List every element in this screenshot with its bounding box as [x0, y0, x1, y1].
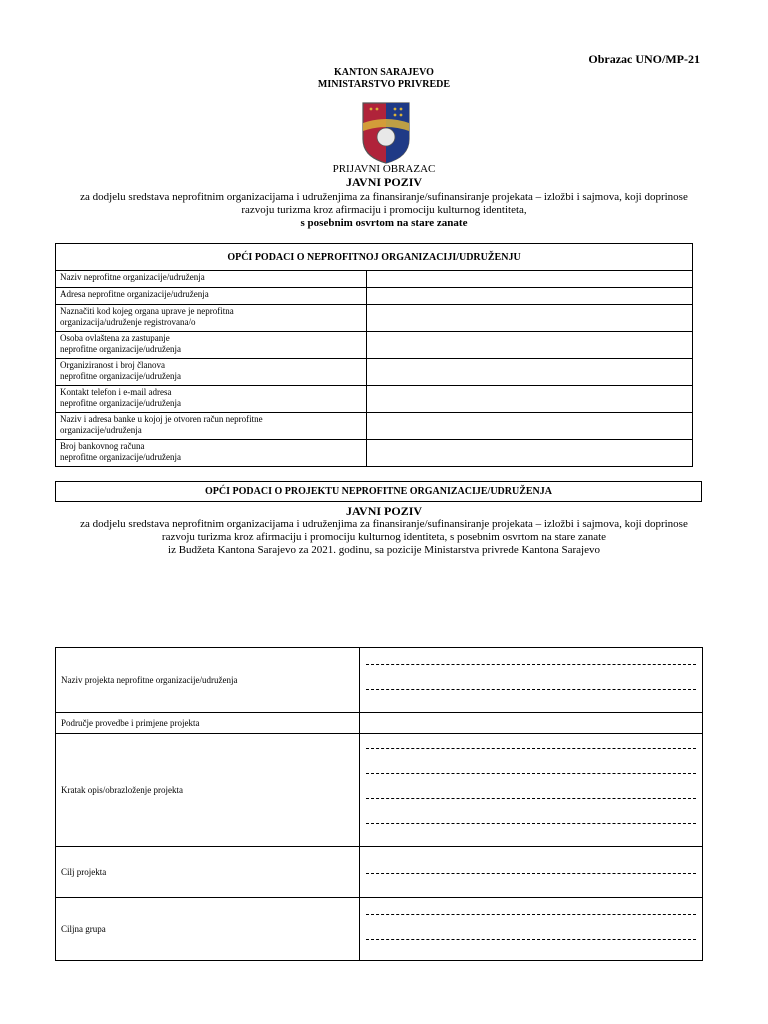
organization-field-value[interactable]	[367, 413, 693, 440]
project-field-label: Područje provedbe i primjene projekta	[56, 713, 360, 734]
dashed-fill-line	[366, 873, 696, 874]
dashed-fill-line	[366, 914, 696, 915]
section-1-title: OPĆI PODACI O NEPROFITNOJ ORGANIZACIJI/UDRUŽENJU	[56, 244, 693, 271]
organization-field-value[interactable]	[367, 386, 693, 413]
label-line: organizacija/udruženje registrovana/o	[60, 317, 196, 327]
form-title: PRIJAVNI OBRAZAC	[332, 163, 436, 175]
project-field-value[interactable]	[360, 713, 703, 734]
section-2-line-2: razvoju turizma kroz afirmaciju i promociju kulturnog identiteta, s posebnim osvrtom na stare zanate	[161, 531, 607, 543]
label-line: Naznačiti kod kojeg organa uprave je neprofitna	[60, 306, 234, 316]
organization-row	[56, 440, 693, 467]
organization-field-value[interactable]	[367, 271, 693, 288]
label-line: neprofitne organizacije/udruženja	[60, 371, 182, 381]
dashed-fill-line	[366, 939, 696, 940]
label-line: Naziv neprofitne organizacije/udruženja	[60, 272, 205, 282]
project-row	[56, 847, 703, 898]
label-line: Adresa neprofitne organizacije/udruženja	[60, 289, 209, 299]
organization-field-label	[56, 440, 367, 467]
label-line: Broj bankovnog računa	[60, 441, 145, 451]
project-field-label: Naziv projekta neprofitne organizacije/udruženja	[56, 648, 360, 713]
project-row	[56, 713, 703, 734]
dashed-fill-line	[366, 823, 696, 824]
label-line: neprofitne organizacije/udruženja	[60, 398, 182, 408]
organization-field-value[interactable]	[367, 332, 693, 359]
project-field-label: Kratak opis/obrazloženje projekta	[56, 734, 360, 847]
organization-row	[56, 359, 693, 386]
organization-field-label	[56, 271, 367, 288]
call-line-3: s posebnim osvrtom na stare zanate	[300, 217, 468, 229]
organization-field-value[interactable]	[367, 440, 693, 467]
project-row	[56, 648, 703, 713]
dashed-fill-line	[366, 798, 696, 799]
project-field-label: Cilj projekta	[56, 847, 360, 898]
ministry-name: MINISTARSTVO PRIVREDE	[317, 79, 451, 90]
coat-of-arms-icon	[361, 101, 411, 165]
organization-field-label	[56, 359, 367, 386]
call-line-2: razvoju turizma kroz afirmaciju i promociju kulturnog identiteta,	[241, 204, 527, 216]
section-2-call-title: JAVNI POZIV	[345, 504, 423, 518]
organization-field-label	[56, 332, 367, 359]
project-row	[56, 898, 703, 961]
organization-field-label	[56, 413, 367, 440]
organization-field-label	[56, 288, 367, 305]
organization-table	[55, 243, 693, 467]
organization-field-label	[56, 386, 367, 413]
canton-name: KANTON SARAJEVO	[334, 67, 434, 78]
section-2-title: OPĆI PODACI O PROJEKTU NEPROFITNE ORGANIZACIJE/UDRUŽENJA	[55, 481, 702, 502]
organization-row	[56, 332, 693, 359]
label-line: Osoba ovlaštena za zastupanje	[60, 333, 170, 343]
label-line: neprofitne organizacije/udruženja	[60, 344, 182, 354]
dashed-fill-line	[366, 664, 696, 665]
call-line-1: za dodjelu sredstava neprofitnim organizacijama i udruženjima za finansiranje/sufinansiranje projekata – izložbi i sajmova, koji doprinose	[80, 191, 688, 203]
dashed-fill-line	[366, 773, 696, 774]
organization-row	[56, 305, 693, 332]
call-title: JAVNI POZIV	[345, 175, 423, 189]
dashed-fill-line	[366, 748, 696, 749]
dashed-fill-line	[366, 689, 696, 690]
project-field-value[interactable]	[360, 648, 703, 713]
label-line: organizacije/udruženja	[60, 425, 142, 435]
project-field-value[interactable]	[360, 898, 703, 961]
organization-field-value[interactable]	[367, 288, 693, 305]
organization-field-value[interactable]	[367, 359, 693, 386]
label-line: Organiziranost i broj članova	[60, 360, 166, 370]
section-2-line-3: iz Budžeta Kantona Sarajevo za 2021. godinu, sa pozicije Ministarstva privrede Kantona Sarajevo	[168, 544, 600, 556]
organization-row	[56, 413, 693, 440]
organization-row	[56, 386, 693, 413]
label-line: Kontakt telefon i e-mail adresa	[60, 387, 172, 397]
project-field-value[interactable]	[360, 847, 703, 898]
label-line: Naziv i adresa banke u kojoj je otvoren račun neprofitne	[60, 414, 263, 424]
project-row	[56, 734, 703, 847]
organization-field-value[interactable]	[367, 305, 693, 332]
organization-field-label	[56, 305, 367, 332]
project-table	[55, 647, 703, 961]
organization-row	[56, 288, 693, 305]
project-field-label: Ciljna grupa	[56, 898, 360, 961]
form-code: Obrazac UNO/MP-21	[588, 52, 700, 66]
label-line: neprofitne organizacije/udruženja	[60, 452, 182, 462]
project-field-value[interactable]	[360, 734, 703, 847]
section-2-line-1: za dodjelu sredstava neprofitnim organizacijama i udruženjima za finansiranje/sufinansiranje projekata – izložbi i sajmova, koji doprinose	[80, 518, 688, 530]
organization-row	[56, 271, 693, 288]
